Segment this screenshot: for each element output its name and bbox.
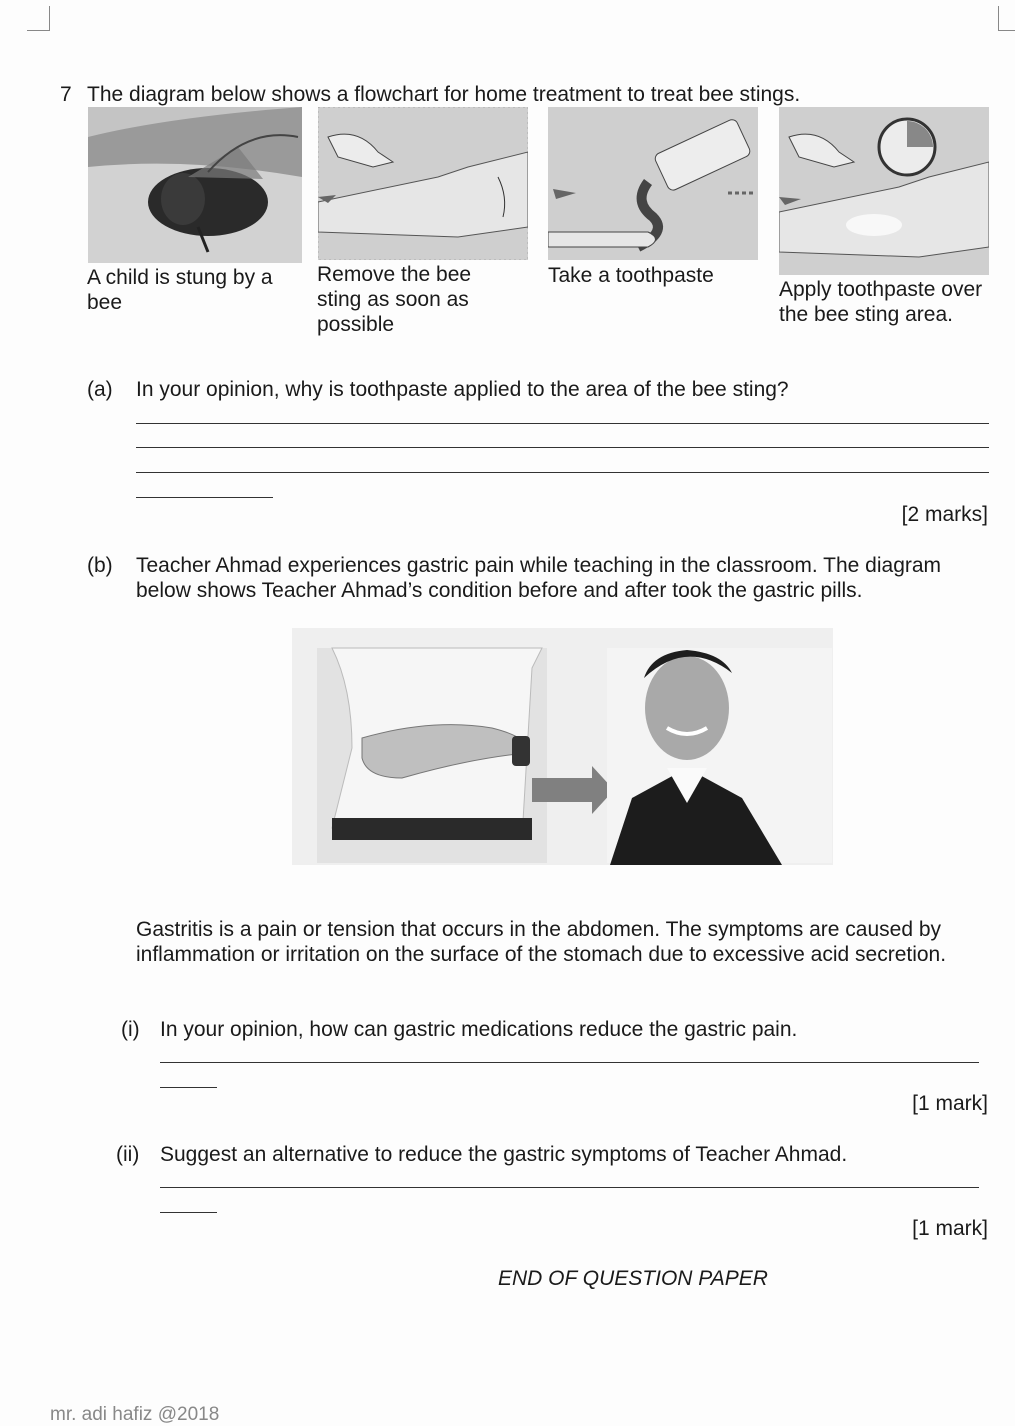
answer-line[interactable]: [136, 472, 989, 473]
part-b-ii-label: (ii): [116, 1143, 140, 1166]
part-b-i-label: (i): [121, 1018, 140, 1041]
part-b-ii-question: Suggest an alternative to reduce the gastric symptoms of Teacher Ahmad.: [160, 1143, 848, 1166]
part-b-ii-marks: [1 mark]: [912, 1217, 988, 1240]
flow-caption-1: A child is stung by a bee: [87, 266, 273, 314]
gastric-pain-photo: [292, 628, 833, 865]
remove-sting-illustration: [318, 107, 528, 260]
answer-line[interactable]: [160, 1212, 217, 1213]
footer-credit: mr. adi hafiz @2018: [50, 1404, 220, 1425]
part-b-label: (b): [87, 554, 113, 577]
flow-caption-3: Take a toothpaste: [548, 264, 714, 287]
part-b-i-marks: [1 mark]: [912, 1092, 988, 1115]
crop-mark-right: [998, 6, 1015, 31]
end-of-paper: END OF QUESTION PAPER: [498, 1267, 768, 1290]
flow-caption-4: Apply toothpaste over the bee sting area.: [779, 278, 983, 326]
part-b-question: Teacher Ahmad experiences gastric pain while teaching in the classroom. The diagram below shows Teacher Ahmad’s condition before and after took the gastric pills.: [136, 554, 942, 602]
question-intro: The diagram below shows a flowchart for home treatment to treat bee stings.: [87, 83, 801, 106]
answer-line[interactable]: [160, 1087, 217, 1088]
part-a-label: (a): [87, 378, 113, 401]
toothpaste-illustration: [548, 107, 758, 260]
question-number: 7: [60, 83, 72, 106]
flow-caption-2: Remove the bee sting as soon as possible: [317, 263, 472, 336]
answer-line[interactable]: [136, 423, 989, 424]
part-a-question: In your opinion, why is toothpaste applied to the area of the bee sting?: [136, 378, 789, 401]
answer-line[interactable]: [136, 497, 273, 498]
part-a-marks: [2 marks]: [901, 503, 988, 526]
bee-sting-photo: [88, 107, 302, 263]
part-b-i-question: In your opinion, how can gastric medications reduce the gastric pain.: [160, 1018, 798, 1041]
crop-mark-left: [27, 6, 50, 31]
answer-line[interactable]: [160, 1062, 979, 1063]
answer-line[interactable]: [160, 1187, 979, 1188]
answer-line[interactable]: [136, 447, 989, 448]
apply-toothpaste-illustration: [779, 107, 989, 275]
gastritis-info: Gastritis is a pain or tension that occurs in the abdomen. The symptoms are caused by inflammation or irritation on the surface of the stomach due to excessive acid secretion.: [136, 918, 947, 966]
